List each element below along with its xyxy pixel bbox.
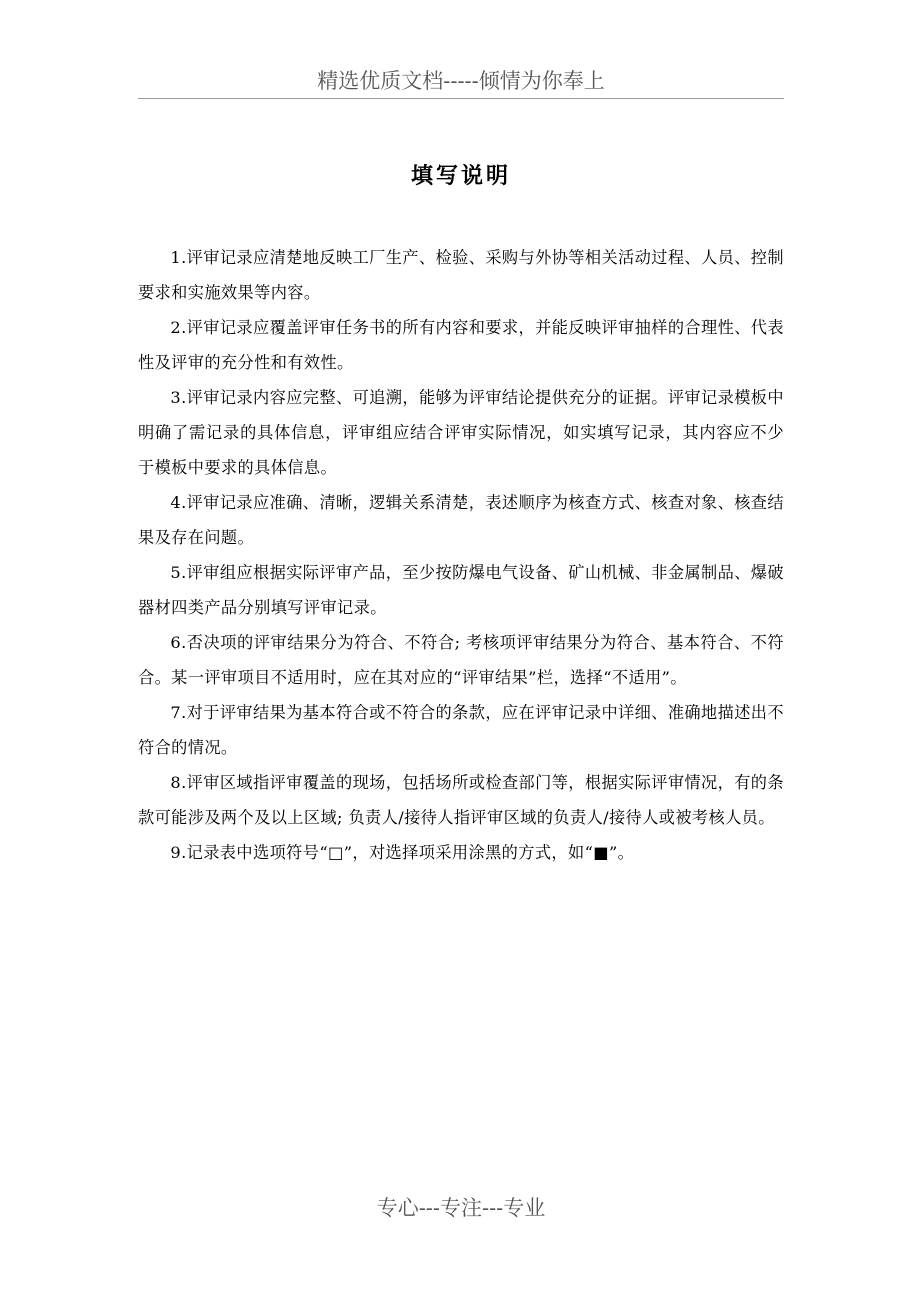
instruction-paragraph-9: 9.记录表中选项符号“□”，对选择项采用涂黑的方式，如“■”。 (170, 843, 635, 862)
instruction-paragraph-1: 1.评审记录应清楚地反映工厂生产、检验、采购与外协等相关活动过程、人员、控制要求和实施效果等内容。 (138, 248, 784, 302)
page-header: 精选优质文档-----倾情为你奉上 (138, 66, 784, 99)
instruction-paragraph-4: 4.评审记录应准确、清晰，逻辑关系清楚，表述顺序为核查方式、核查对象、核查结果及存在问题。 (138, 493, 784, 547)
page-footer: 专心---专注---专业 (376, 1196, 546, 1220)
instruction-paragraph-6: 6.否决项的评审结果分为符合、不符合; 考核项评审结果分为符合、基本符合、不符合。某一评审项目不适用时，应在其对应的“评审结果”栏，选择“不适用”。 (138, 633, 784, 687)
document-title: 填写说明 (410, 163, 511, 189)
instruction-paragraph-3: 3.评审记录内容应完整、可追溯，能够为评审结论提供充分的证据。评审记录模板中明确了需记录的具体信息，评审组应结合评审实际情况，如实填写记录，其内容应不少于模板中要求的具体信息。 (138, 388, 784, 477)
instructions-body (138, 240, 784, 870)
instruction-paragraph-7: 7.对于评审结果为基本符合或不符合的条款，应在评审记录中详细、准确地描述出不符合的情况。 (138, 703, 784, 757)
instruction-paragraph-2: 2.评审记录应覆盖评审任务书的所有内容和要求，并能反映评审抽样的合理性、代表性及评审的充分性和有效性。 (138, 318, 784, 372)
instruction-paragraph-5: 5.评审组应根据实际评审产品，至少按防爆电气设备、矿山机械、非金属制品、爆破器材四类产品分别填写评审记录。 (138, 563, 784, 617)
instruction-paragraph-8: 8.评审区域指评审覆盖的现场，包括场所或检查部门等，根据实际评审情况，有的条款可能涉及两个及以上区域; 负责人/接待人指评审区域的负责人/接待人或被考核人员。 (138, 773, 784, 827)
